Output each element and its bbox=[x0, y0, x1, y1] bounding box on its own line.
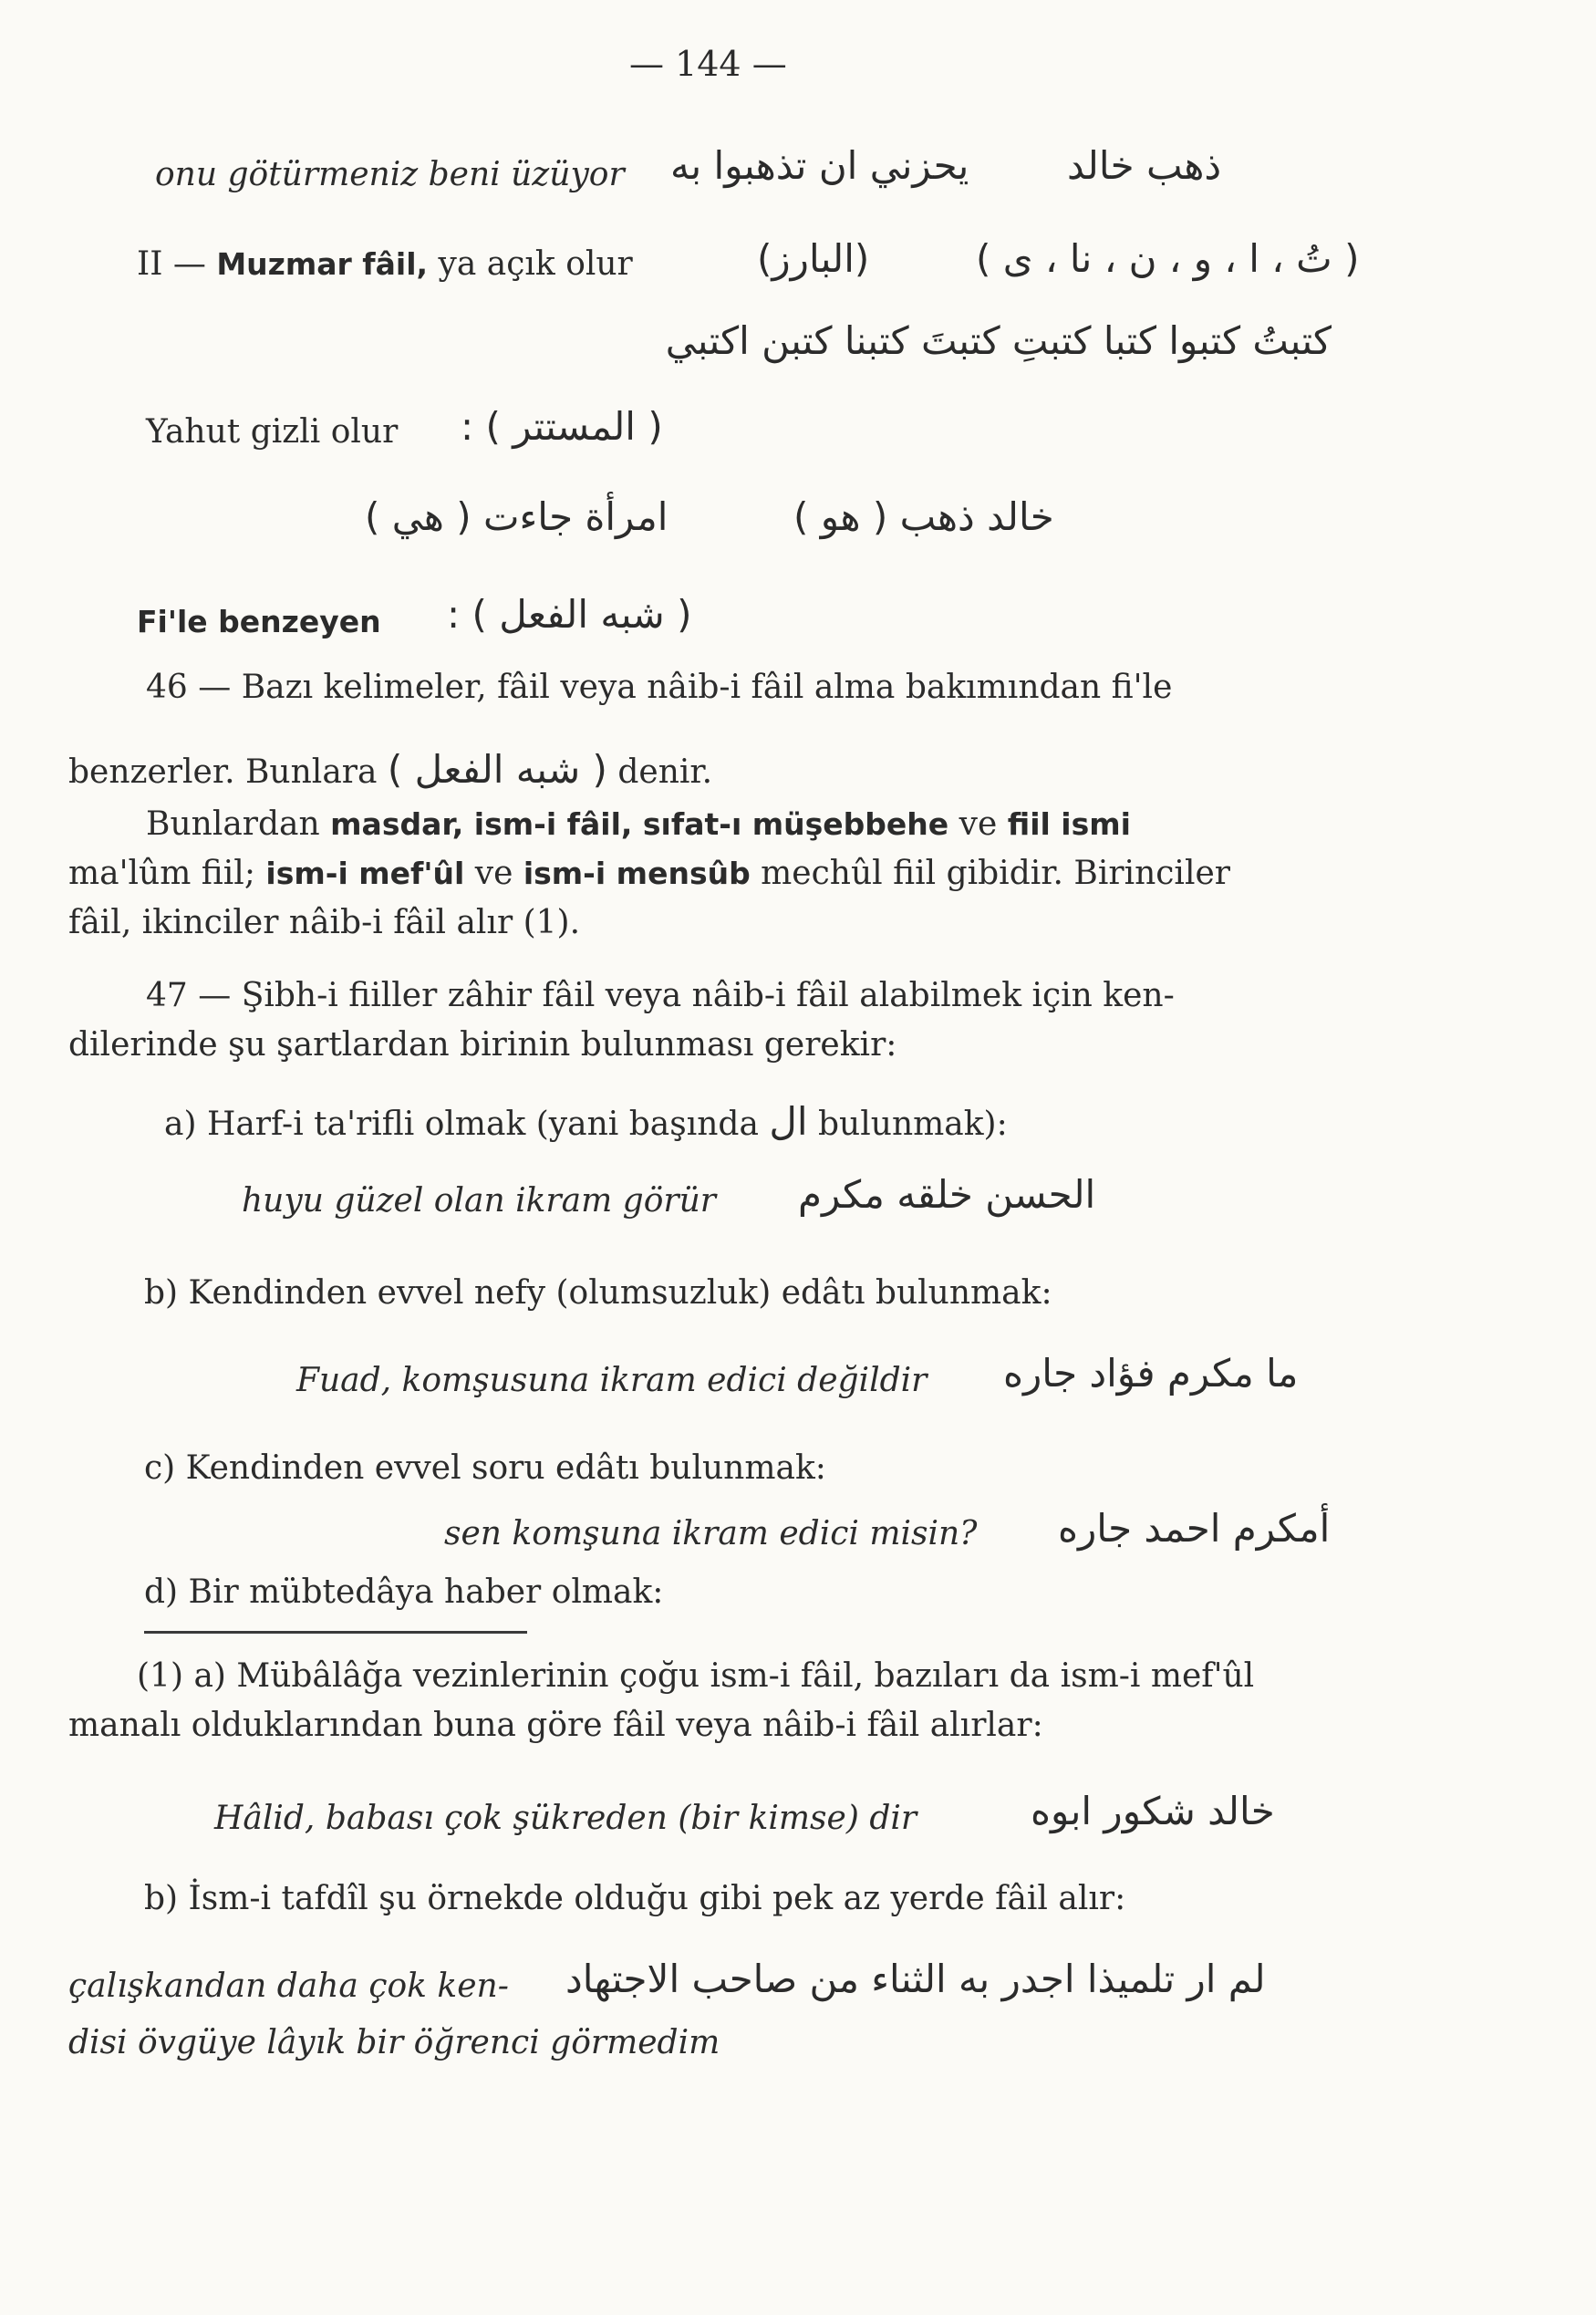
line-text: ve bbox=[959, 805, 998, 843]
line-text: denir. bbox=[617, 753, 713, 791]
condition-a bbox=[164, 1099, 1008, 1145]
footnote-line: manalı olduklarından buna göre fâil veya nâib-i fâil alırlar: bbox=[68, 1707, 1043, 1744]
arabic-example: ذهب خالد bbox=[1067, 143, 1222, 188]
arabic-example: الحسن خلقه مكرم bbox=[798, 1172, 1096, 1217]
arabic-term: ( شبه الفعل ) : bbox=[447, 592, 692, 637]
term-bold: masdar, ism-i fâil, sıfat-ı müşebbehe bbox=[330, 806, 949, 842]
line-text: a) Harf-i ta'rifli olmak (yani başında bbox=[164, 1106, 759, 1143]
arabic-example: خالد شكور ابوه bbox=[1031, 1789, 1275, 1833]
arabic-term: ( المستتر ) : bbox=[461, 404, 663, 449]
example-translation: Fuad, komşusuna ikram edici değildir bbox=[296, 1362, 928, 1399]
condition-d: d) Bir mübtedâya haber olmak: bbox=[144, 1573, 664, 1611]
line-text: ma'lûm fiil; bbox=[68, 855, 255, 892]
arabic-term: ( شبه الفعل ) bbox=[387, 747, 607, 792]
line-text: benzerler. Bunlara bbox=[68, 753, 378, 791]
paragraph-46-line bbox=[68, 747, 713, 793]
arabic-conjugations: كتبتُ كتبوا كتبا كتبتِ كتبتَ كتبنا كتبن اكتبي bbox=[665, 318, 1332, 363]
arabic-term: ال bbox=[769, 1099, 808, 1144]
footnote-divider bbox=[144, 1631, 527, 1634]
arabic-example: ما مكرم فؤاد جاره bbox=[1003, 1351, 1299, 1396]
line-text: ya açık olur bbox=[438, 245, 633, 283]
term-bold: ism-i mensûb bbox=[523, 856, 751, 891]
section-number: II — bbox=[137, 245, 206, 283]
example-translation: çalışkandan daha çok ken- bbox=[68, 1967, 509, 2005]
example-translation: huyu güzel olan ikram görür bbox=[242, 1182, 716, 1220]
paragraph-46-line bbox=[146, 805, 1131, 845]
line-text: Yahut gizli olur bbox=[146, 413, 399, 451]
example-translation: sen komşuna ikram edici misin? bbox=[444, 1515, 978, 1552]
paragraph-47-line: dilerinde şu şartlardan birinin bulunması gerekir: bbox=[68, 1026, 897, 1064]
term-bold: Fi'le benzeyen bbox=[137, 604, 381, 639]
paragraph-46-line bbox=[68, 854, 1230, 894]
page-number: — 144 — bbox=[629, 44, 787, 84]
arabic-example: امرأة جاءت ( هي ) bbox=[365, 494, 668, 539]
paragraph-46-line: 46 — Bazı kelimeler, fâil veya nâib-i fâil alma bakımından fi'le bbox=[146, 669, 1173, 706]
arabic-term: (البارز) bbox=[757, 236, 870, 281]
term-bold: ism-i mef'ûl bbox=[265, 856, 465, 891]
term-bold: fiil ismi bbox=[1007, 806, 1131, 842]
footnote-line: b) İsm-i tafdîl şu örnekde olduğu gibi pek az yerde fâil alır: bbox=[144, 1880, 1126, 1917]
section-line bbox=[137, 244, 633, 285]
arabic-example: يحزني ان تذهبوا به bbox=[670, 143, 969, 188]
line-text: Bunlardan bbox=[146, 805, 320, 843]
example-translation: Hâlid, babası çok şükreden (bir kimse) dir bbox=[214, 1800, 917, 1837]
condition-b: b) Kendinden evvel nefy (olumsuzluk) edâtı bulunmak: bbox=[144, 1274, 1052, 1312]
arabic-example: أمكرم احمد جاره bbox=[1058, 1506, 1331, 1551]
arabic-example: خالد ذهب ( هو ) bbox=[793, 494, 1054, 539]
arabic-pronouns: ( تُ ، ا ، و ، ن ، نا ، ى ) bbox=[976, 236, 1360, 281]
example-translation: onu götürmeniz beni üzüyor bbox=[155, 156, 625, 193]
paragraph-47-line: 47 — Şibh-i fiiller zâhir fâil veya nâib-i fâil alabilmek için ken- bbox=[146, 977, 1175, 1014]
line-text: bulunmak): bbox=[818, 1106, 1008, 1143]
footnote-line: (1) a) Mübâlâğa vezinlerinin çoğu ism-i fâil, bazıları da ism-i mef'ûl bbox=[137, 1657, 1255, 1695]
paragraph-46-line: fâil, ikinciler nâib-i fâil alır (1). bbox=[68, 904, 581, 941]
term-bold: Muzmar fâil, bbox=[216, 246, 429, 282]
condition-c: c) Kendinden evvel soru edâtı bulunmak: bbox=[144, 1449, 826, 1487]
example-translation: disi övgüye lâyık bir öğrenci görmedim bbox=[68, 2024, 720, 2061]
line-text: ve bbox=[474, 855, 513, 892]
line-text: mechûl fiil gibidir. Birinciler bbox=[761, 855, 1230, 892]
arabic-example: لم ار تلميذا اجدر به الثناء من صاحب الاجتهاد bbox=[565, 1957, 1266, 2001]
